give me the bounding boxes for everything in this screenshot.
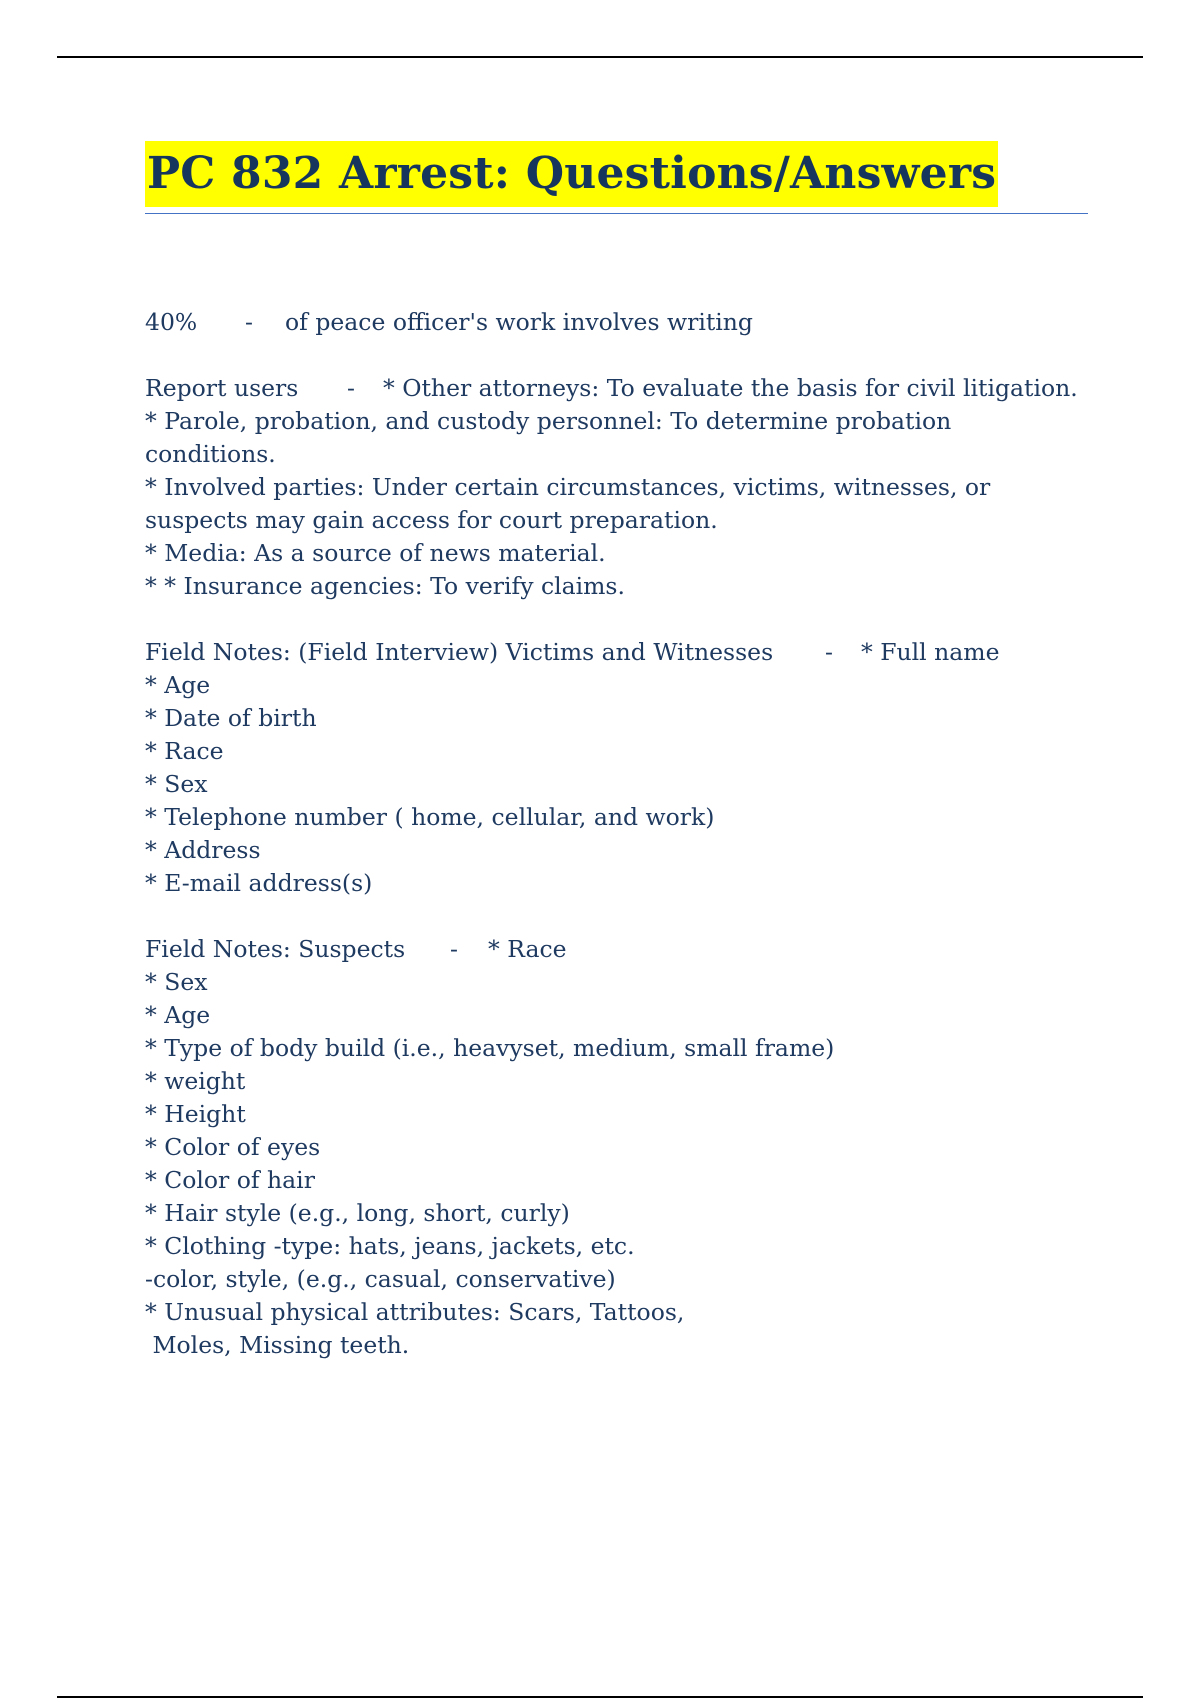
answer-line: * Full name	[861, 638, 1000, 666]
answer-line: Moles, Missing teeth.	[145, 1331, 410, 1359]
qa-list	[145, 306, 1095, 1395]
answer-line: * Date of birth	[145, 704, 317, 732]
answer-line: * Other attorneys: To evaluate the basis for civil litigation.	[383, 374, 1078, 402]
answer-line: * Height	[145, 1100, 246, 1128]
answer-line: * Hair style (e.g., long, short, curly)	[145, 1199, 570, 1227]
qa-item-3	[145, 636, 1095, 900]
answer-line: * Clothing -type: hats, jeans, jackets, etc.	[145, 1232, 635, 1260]
qa-item-1	[145, 306, 1095, 339]
answer-line: * Unusual physical attributes: Scars, Tattoos,	[145, 1298, 685, 1326]
answer-line: suspects may gain access for court preparation.	[145, 506, 718, 534]
page-bottom-rule	[57, 1696, 1143, 1698]
qa-first-line	[145, 372, 1095, 405]
question-text: Report users	[145, 374, 299, 402]
question-text: 40%	[145, 308, 198, 336]
separator: -	[347, 374, 355, 402]
answer-line: * E-mail address(s)	[145, 869, 373, 897]
separator: -	[825, 638, 833, 666]
qa-first-line	[145, 933, 1095, 966]
answer-line: of peace officer's work involves writing	[285, 308, 753, 336]
answer-line: * Telephone number ( home, cellular, and work)	[145, 803, 715, 831]
separator: -	[245, 308, 253, 336]
answer-line: * Color of hair	[145, 1166, 315, 1194]
answer-line: * * Insurance agencies: To verify claims.	[145, 572, 625, 600]
answer-line: * Sex	[145, 968, 208, 996]
answer-line: * Involved parties: Under certain circumstances, victims, witnesses, or	[145, 473, 991, 501]
answer-line: -color, style, (e.g., casual, conservative)	[145, 1265, 616, 1293]
answer-line: * Age	[145, 671, 211, 699]
answer-line: * weight	[145, 1067, 246, 1095]
separator: -	[450, 935, 458, 963]
answer-line: conditions.	[145, 440, 276, 468]
answer-line: * Parole, probation, and custody personnel: To determine probation	[145, 407, 952, 435]
answer-line: * Media: As a source of news material.	[145, 539, 606, 567]
answer-line: * Address	[145, 836, 261, 864]
question-text: Field Notes: (Field Interview) Victims and Witnesses	[145, 638, 774, 666]
answer-line: * Age	[145, 1001, 211, 1029]
answer-line: * Sex	[145, 770, 208, 798]
qa-item-4	[145, 933, 1095, 1362]
page-title: PC 832 Arrest: Questions/Answers	[145, 141, 998, 207]
answer-line: * Race	[488, 935, 567, 963]
answer-line: * Race	[145, 737, 224, 765]
qa-item-2	[145, 372, 1095, 603]
page-top-rule	[57, 56, 1143, 58]
title-block	[145, 141, 1088, 214]
answer-line: * Type of body build (i.e., heavyset, medium, small frame)	[145, 1034, 835, 1062]
answer-line: * Color of eyes	[145, 1133, 321, 1161]
qa-first-line	[145, 306, 1095, 339]
question-text: Field Notes: Suspects	[145, 935, 406, 963]
qa-first-line	[145, 636, 1095, 669]
